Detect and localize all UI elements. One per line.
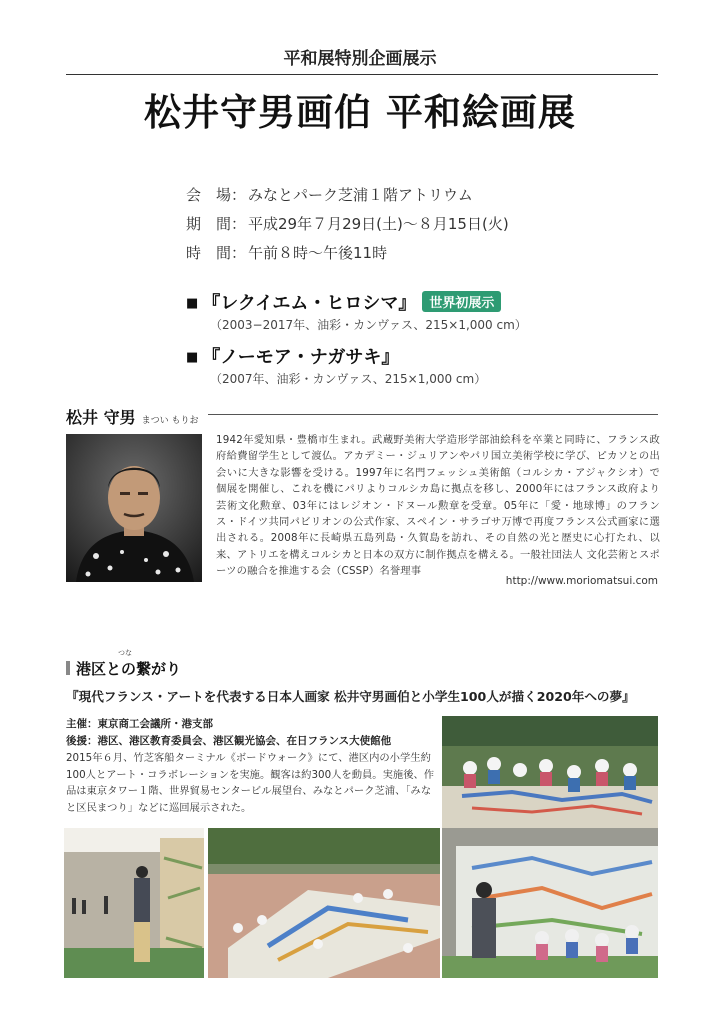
artist-portrait-photo bbox=[66, 434, 202, 582]
info-value: 午前８時～午後11時 bbox=[248, 244, 388, 262]
info-venue bbox=[186, 184, 473, 205]
header-rule bbox=[66, 74, 658, 75]
artist-website-link[interactable]: http://www.moriomatsui.com bbox=[505, 575, 658, 587]
work-title: 『レクイエム・ヒロシマ』 bbox=[202, 293, 417, 314]
artist-heading bbox=[66, 405, 198, 428]
artist-kana: まつい もりお bbox=[141, 416, 199, 426]
bullet-square-icon: ■ bbox=[186, 296, 199, 311]
info-value: みなとパーク芝浦１階アトリウム bbox=[248, 186, 473, 204]
artist-name: 松井 守男 bbox=[66, 408, 136, 427]
bullet-square-icon: ■ bbox=[186, 350, 199, 365]
organizer-text: 主催：東京商工会議所・港支部 bbox=[66, 718, 213, 730]
work-detail: （2007年、油彩・カンヴァス、215×1,000 cm） bbox=[210, 372, 487, 386]
photo-children-painting bbox=[442, 716, 658, 828]
info-value: 平成29年７月29日(土)～８月15日(火) bbox=[248, 215, 509, 233]
info-hours bbox=[186, 242, 387, 263]
artist-biography: 1942年愛知県・豊橋市生まれ。武蔵野美術大学造形学部油絵科を卒業と同時に、フランス政府給費留学生として渡仏。アカデミー・ジュリアンやパリ国立美術学校に学び、ピカソとの出会いに大きな影響を受ける。1997年に名門フェッシュ美術館（コルシカ・アジャクシオ）で個展を開催し、これを機にパリよりコルシカ島に拠点を移し、2000年にはフランス政府より芸術文化勲章、03年にはレジオン・ドヌール勲章を受章。05年に「愛・地球博」のフランス・ドイツ共同パビリオンの公式作家、スペイン・サラゴサ万博で再度フランス公式画家に選出される。2008年に長崎県五島列島・久賀島を訪れ、その自然の光と歴史に心打たれ、以来、アトリエを構えコルシカと日本の双方に制作拠点を構える。一般社団法人 文化芸術とスポーツの融合を推進する会（CSSP）名誉理事 bbox=[216, 434, 660, 578]
world-premiere-badge: 世界初展示 bbox=[422, 291, 501, 312]
info-label: 期 間： bbox=[186, 215, 247, 233]
artist-rule bbox=[208, 414, 658, 415]
section-marker bbox=[66, 661, 70, 675]
info-label: 会 場： bbox=[186, 186, 247, 204]
info-period bbox=[186, 213, 509, 234]
project-title: 『現代フランス・アートを代表する日本人画家 松井守男画伯と小学生100人が描く2020年への夢』 bbox=[66, 689, 635, 704]
photo-mural-children bbox=[442, 828, 658, 978]
work-requiem-hiroshima bbox=[186, 289, 501, 315]
info-label: 時 間： bbox=[186, 244, 247, 262]
page-subtitle: 平和展特別企画展示 bbox=[283, 49, 437, 69]
photo-boardwalk-event bbox=[208, 828, 440, 978]
page-title: 松井守男画伯 平和絵画展 bbox=[144, 90, 576, 134]
sponsor-text: 後援：港区、港区教育委員会、港区観光協会、在日フランス大使館他 bbox=[66, 735, 392, 747]
section-body: 2015年６月、竹芝客船ターミナル《ボードウォーク》にて、港区内の小学生約100人とアート・コラボレーションを実施。観客は約300人を動員。実施後、作品は東京タワー１階、世界貿易センタービル展望台、みなとパーク芝浦、「みなと区民まつり」などに巡回展示された。 bbox=[66, 752, 435, 814]
work-title: 『ノーモア・ナガサキ』 bbox=[202, 347, 400, 368]
section-title: 港区との繋がり bbox=[76, 660, 182, 678]
photo-artist-painting bbox=[64, 828, 204, 978]
ruby-annotation: つな bbox=[118, 649, 132, 657]
section-heading bbox=[66, 658, 181, 679]
work-no-more-nagasaki bbox=[186, 343, 399, 369]
work-detail: （2003−2017年、油彩・カンヴァス、215×1,000 cm） bbox=[210, 318, 527, 332]
